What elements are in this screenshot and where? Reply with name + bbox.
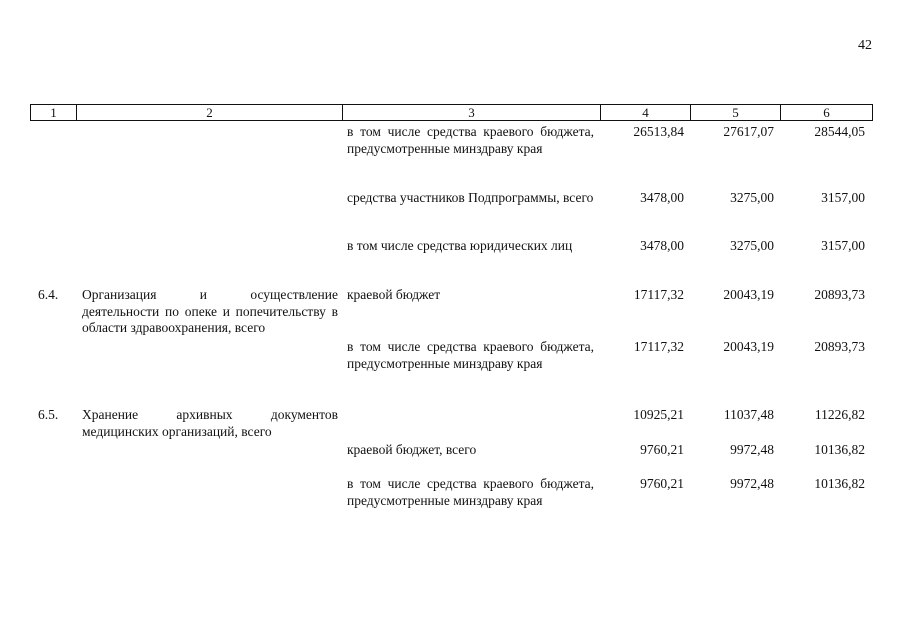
row-value-col4: 17117,32 bbox=[633, 287, 684, 302]
row-name: Хранение архивных документов медицинских организаций, всего bbox=[82, 407, 338, 439]
row-value-col5: 3275,00 bbox=[730, 190, 774, 205]
header-col-5: 5 bbox=[691, 105, 781, 120]
row-value-col5: 9972,48 bbox=[730, 476, 774, 491]
row-value-col5: 20043,19 bbox=[723, 287, 774, 302]
row-value-col4: 9760,21 bbox=[640, 442, 684, 457]
row-number: 6.4. bbox=[38, 287, 59, 302]
row-value-col6: 28544,05 bbox=[814, 124, 865, 139]
row-number: 6.5. bbox=[38, 407, 59, 422]
header-col-6: 6 bbox=[823, 105, 830, 120]
row-value-col4: 3478,00 bbox=[640, 238, 684, 253]
page-number: 42 bbox=[858, 38, 872, 53]
row-value-col4: 3478,00 bbox=[640, 190, 684, 205]
table-header bbox=[30, 104, 873, 121]
row-value-col4: 9760,21 bbox=[640, 476, 684, 491]
row-value-col4: 17117,32 bbox=[633, 339, 684, 354]
header-col-4: 4 bbox=[601, 105, 691, 120]
row-value-col5: 3275,00 bbox=[730, 238, 774, 253]
row-funding-source: в том числе средства краевого бюджета, предусмотренные минздраву края bbox=[347, 339, 594, 371]
row-value-col5: 11037,48 bbox=[723, 407, 774, 422]
row-value-col6: 10136,82 bbox=[814, 476, 865, 491]
row-value-col6: 10136,82 bbox=[814, 442, 865, 457]
header-col-1: 1 bbox=[31, 105, 77, 120]
row-value-col6: 3157,00 bbox=[821, 190, 865, 205]
row-value-col6: 3157,00 bbox=[821, 238, 865, 253]
row-funding-source: в том числе средства краевого бюджета, предусмотренные минздраву края bbox=[347, 476, 594, 508]
row-value-col5: 27617,07 bbox=[723, 124, 774, 139]
row-funding-source: в том числе средства юридических лиц bbox=[347, 238, 573, 253]
row-value-col6: 11226,82 bbox=[814, 407, 865, 422]
row-funding-source: краевой бюджет bbox=[347, 287, 441, 302]
row-funding-source: средства участников Подпрограммы, всего bbox=[347, 190, 594, 205]
header-col-3: 3 bbox=[343, 105, 601, 120]
row-value-col4: 10925,21 bbox=[633, 407, 684, 422]
row-value-col5: 20043,19 bbox=[723, 339, 774, 354]
header-col-2: 2 bbox=[77, 105, 343, 120]
row-value-col6: 20893,73 bbox=[814, 339, 865, 354]
row-value-col4: 26513,84 bbox=[633, 124, 684, 139]
row-funding-source: в том числе средства краевого бюджета, предусмотренные минздраву края bbox=[347, 124, 594, 156]
row-name: Организация и осуществление деятельности по опеке и попечительству в области здравоохранения, всего bbox=[82, 287, 338, 335]
row-funding-source: краевой бюджет, всего bbox=[347, 442, 477, 457]
row-value-col6: 20893,73 bbox=[814, 287, 865, 302]
row-value-col5: 9972,48 bbox=[730, 442, 774, 457]
